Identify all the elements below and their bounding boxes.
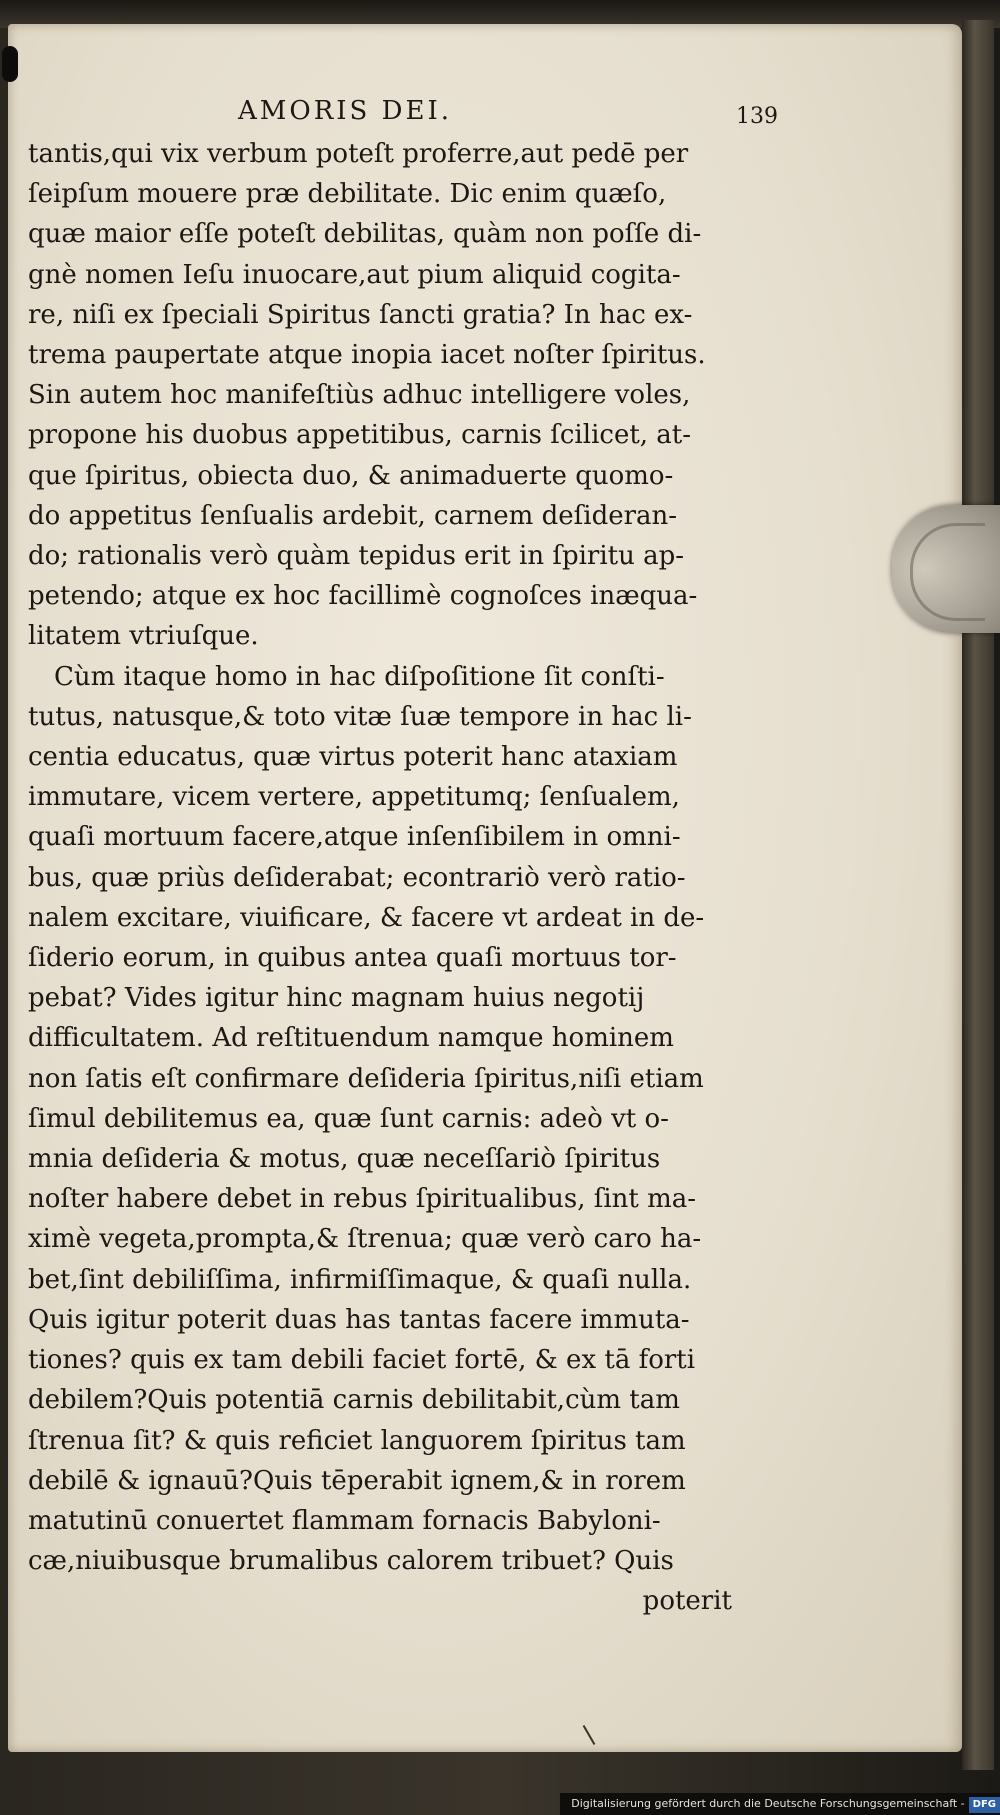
- dfg-logo: DFG: [969, 1797, 1000, 1813]
- text-line: tiones? quis ex tam debili faciet fortē, & ex tā forti: [28, 1345, 696, 1376]
- running-head: AMORIS DEI.: [238, 96, 452, 126]
- text-line: propone his duobus appetitibus, carnis ſcilicet, at-: [28, 420, 692, 451]
- body-text: [28, 134, 740, 1622]
- text-line: trema paupertate atque inopia iacet noſter ſpiritus.: [28, 340, 706, 371]
- text-line: mnia deſideria & motus, quæ neceſſariò ſpiritus: [28, 1144, 661, 1175]
- text-line: bus, quæ priùs deſiderabat; econtrariò verò ratio-: [28, 862, 686, 893]
- text-line: cæ,niuibusque brumalibus calorem tribuet? Quis: [28, 1546, 674, 1577]
- text-line: quæ maior eſſe poteſt debilitas, quàm non poſſe di-: [28, 219, 702, 250]
- credit-text: Digitalisierung gefördert durch die Deutsche Forschungsgemeinschaft -: [571, 1797, 965, 1810]
- text-line: debilem?Quis potentiā carnis debilitabit,cùm tam: [28, 1385, 680, 1416]
- text-line: ſtrenua ſit? & quis reficiet languorem ſpiritus tam: [28, 1425, 686, 1456]
- text-line: matutinū conuertet flammam fornacis Babyloni-: [28, 1505, 661, 1536]
- text-line: immutare, vicem vertere, appetitumq; ſenſualem,: [28, 782, 680, 813]
- text-line: Cùm itaque homo in hac diſpoſitione ſit conſti-: [54, 661, 665, 692]
- digitization-credit: [560, 1793, 1000, 1815]
- text-line: do; rationalis verò quàm tepidus erit in ſpiritu ap-: [28, 541, 685, 572]
- catchword: poterit: [642, 1586, 732, 1617]
- text-line: non ſatis eſt confirmare deſideria ſpiritus,niſi etiam: [28, 1063, 704, 1094]
- text-line: Sin autem hoc manifeſtiùs adhuc intelligere voles,: [28, 380, 691, 411]
- text-line: noſter habere debet in rebus ſpiritualibus, ſint ma-: [28, 1184, 697, 1215]
- text-line: ximè vegeta,prompta,& ſtrenua; quæ verò caro ha-: [28, 1224, 702, 1255]
- text-line: gnè nomen Ieſu inuocare,aut pium aliquid cogita-: [28, 259, 681, 290]
- text-line: nalem excitare, viuificare, & facere vt ardeat in de-: [28, 902, 705, 933]
- text-line: ſimul debilitemus ea, quæ ſunt carnis: adeò vt o-: [28, 1103, 669, 1134]
- book-clasp: [892, 505, 1000, 633]
- text-line: centia educatus, quæ virtus poterit hanc ataxiam: [28, 742, 678, 773]
- text-line: quaſi mortuum facere,atque inſenſibilem in omni-: [28, 822, 681, 853]
- text-line: bet,ſint debiliſſima, infirmiſſimaque, & quaſi nulla.: [28, 1264, 692, 1295]
- ink-mark: [583, 1725, 596, 1745]
- book-fore-edge: [962, 20, 994, 1770]
- text-line: que ſpiritus, obiecta duo, & animaduerte quomo-: [28, 460, 674, 491]
- book-page: [8, 24, 962, 1752]
- clasp-rim: [910, 523, 985, 621]
- text-line: re, niſi ex ſpeciali Spiritus ſancti gratia? In hac ex-: [28, 299, 693, 330]
- text-line: Quis igitur poterit duas has tantas facere immuta-: [28, 1304, 690, 1335]
- text-line: ſeipſum mouere præ debilitate. Dic enim quæſo,: [28, 179, 667, 210]
- text-line: tutus, natusque,& toto vitæ ſuæ tempore in hac li-: [28, 701, 692, 732]
- page-number: 139: [736, 104, 778, 129]
- text-line: debilē & ignauū?Quis tēperabit ignem,& in rorem: [28, 1465, 686, 1496]
- text-line: petendo; atque ex hoc facillimè cognoſces inæqua-: [28, 581, 698, 612]
- text-line: tantis,qui vix verbum poteſt proferre,aut pedē per: [28, 139, 689, 169]
- text-line: do appetitus ſenſualis ardebit, carnem deſideran-: [28, 500, 678, 531]
- text-line: difficultatem. Ad reſtituendum namque hominem: [28, 1023, 674, 1054]
- text-line: litatem vtriuſque.: [28, 621, 259, 652]
- binding-hole: [2, 46, 18, 82]
- text-line: pebat? Vides igitur hinc magnam huius negotij: [28, 983, 645, 1014]
- text-line: ſiderio eorum, in quibus antea quaſi mortuus tor-: [28, 943, 677, 974]
